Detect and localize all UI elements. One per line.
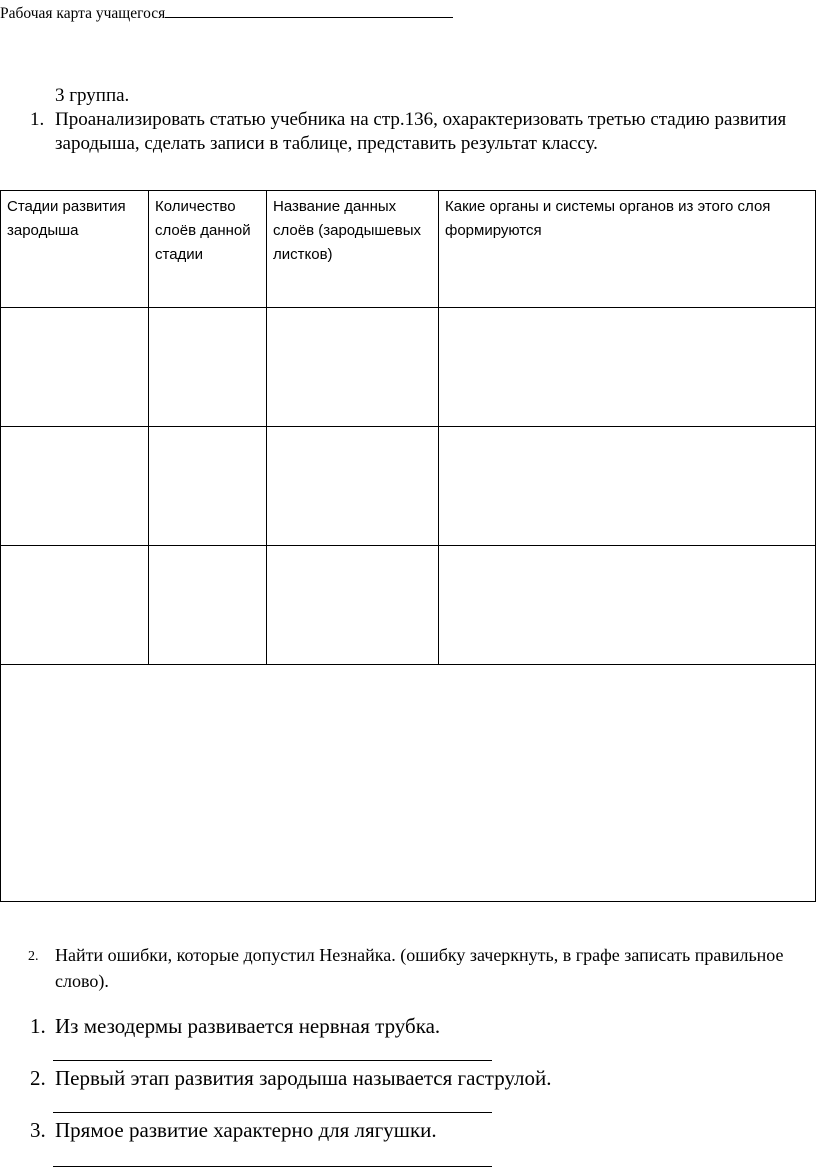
task-1 [30, 108, 800, 156]
answer-line-1[interactable] [53, 1060, 492, 1061]
table-row-merged [1, 665, 816, 902]
table-header-row [1, 191, 816, 308]
table-cell[interactable] [267, 546, 439, 665]
table-row [1, 546, 816, 665]
table-cell[interactable] [439, 427, 816, 546]
mistake-2-number: 2. [30, 1066, 46, 1090]
student-card-header [0, 2, 453, 25]
mistake-3-text: Прямое развитие характерно для лягушки. [55, 1118, 437, 1142]
table-cell[interactable] [149, 427, 267, 546]
mistake-2-text: Первый этап развития зародыша называется гаструлой. [55, 1066, 552, 1090]
header-stage: Стадии развития зародыша [1, 191, 149, 308]
task-1-text: Проанализировать статью учебника на стр.136, охарактеризовать третью стадию развития зародыша, сделать записи в таблице, представить результат классу. [55, 109, 787, 154]
task-2-text: Найти ошибки, которые допустил Незнайка. (ошибку зачеркнуть, в графе записать правильное слово). [55, 945, 784, 991]
task-2 [28, 942, 808, 994]
student-name-blank[interactable] [165, 2, 453, 18]
table-row [1, 308, 816, 427]
table-cell[interactable] [267, 427, 439, 546]
task-2-number: 2. [28, 949, 39, 964]
header-label: Рабочая карта учащегося [0, 5, 166, 22]
table-cell[interactable] [439, 308, 816, 427]
mistake-1-text: Из мезодермы развивается нервная трубка. [55, 1014, 441, 1038]
embryo-stages-table [0, 190, 816, 902]
mistake-3-number: 3. [30, 1118, 46, 1142]
table-cell[interactable] [1, 308, 149, 427]
header-organs: Какие органы и системы органов из этого слоя формируются [439, 191, 816, 308]
table-row [1, 427, 816, 546]
table-cell[interactable] [149, 546, 267, 665]
mistake-1-number: 1. [30, 1014, 46, 1038]
table-cell[interactable] [1, 427, 149, 546]
task-1-number: 1. [30, 109, 45, 130]
header-layer-names: Название данных слоёв (зародышевых листков) [267, 191, 439, 308]
group-title: 3 группа. [55, 85, 130, 106]
table-cell-merged[interactable] [1, 665, 816, 902]
header-layer-count: Количество слоёв данной стадии [149, 191, 267, 308]
table-cell[interactable] [267, 308, 439, 427]
table-cell[interactable] [439, 546, 816, 665]
table-cell[interactable] [1, 546, 149, 665]
table-cell[interactable] [149, 308, 267, 427]
answer-line-2[interactable] [53, 1112, 492, 1113]
